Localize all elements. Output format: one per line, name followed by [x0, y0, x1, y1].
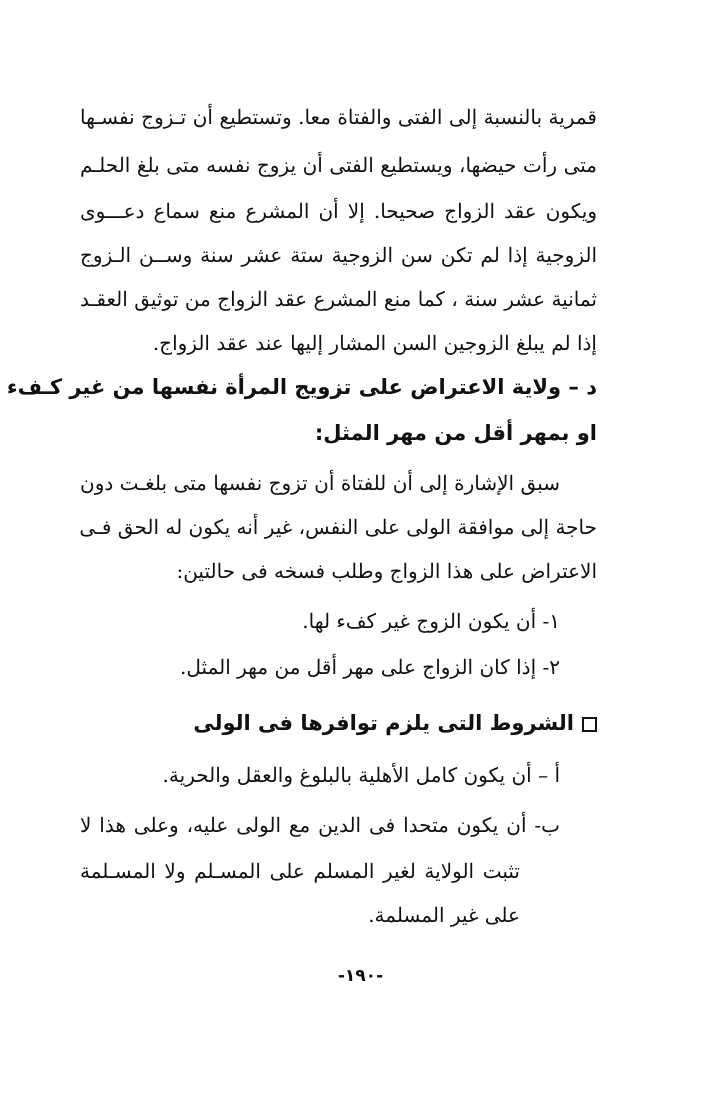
conditions-heading-text: الشروط التى يلزم توافرها فى الولى	[193, 711, 574, 735]
section-heading-d-line-2: او بمهر أقل من مهر المثل:	[314, 421, 597, 445]
square-bullet-icon	[582, 717, 597, 732]
condition-b-line-2: تثبت الولاية لغير المسلم على المسـلم ولا المسـلمة	[80, 859, 520, 883]
case-item-1: ١- أن يكون الزوج غير كفء لها.	[302, 609, 560, 633]
conditions-heading	[80, 704, 597, 744]
paragraph-1-line-4: الزوجية إذا لم تكن سن الزوجية ستة عشر سنة وســن الـزوج	[80, 243, 597, 267]
paragraph-1-line-2: متى رأت حيضها، ويستطيع الفتى أن يزوج نفسه متى بلغ الحلـم	[80, 153, 597, 177]
paragraph-1-line-1: قمرية بالنسبة إلى الفتى والفتاة معا. وتستطيع أن تـزوج نفسـها	[80, 105, 597, 129]
paragraph-1-line-5: ثمانية عشر سنة ، كما منع المشرع عقد الزواج من توثيق العقـد	[80, 287, 597, 311]
paragraph-2-line-1: سبق الإشارة إلى أن للفتاة أن تزوج نفسها متى بلغـت دون	[80, 471, 560, 495]
section-heading-d-line-1: د – ولاية الاعتراض على تزويج المرأة نفسها من غير كـفء	[6, 375, 597, 399]
condition-a: أ – أن يكون كامل الأهلية بالبلوغ والعقل والحرية.	[162, 763, 560, 787]
page-number: -١٩٠-	[337, 966, 384, 986]
paragraph-1-line-3: ويكون عقد الزواج صحيحا. إلا أن المشرع منع سماع دعـــوى	[80, 199, 597, 223]
condition-b-line-1: ب- أن يكون متحدا فى الدين مع الولى عليه، وعلى هذا لا	[80, 813, 560, 837]
case-item-2: ٢- إذا كان الزواج على مهر أقل من مهر المثل.	[180, 655, 560, 679]
paragraph-2-line-2: حاجة إلى موافقة الولى على النفس، غير أنه يكون له الحق فـى	[79, 515, 597, 539]
condition-b-line-3: على غير المسلمة.	[368, 903, 520, 927]
paragraph-1-line-6: إذا لم يبلغ الزوجين السن المشار إليها عند عقد الزواج.	[152, 331, 597, 355]
paragraph-2-line-3: الاعتراض على هذا الزواج وطلب فسخه فى حالتين:	[176, 559, 597, 583]
